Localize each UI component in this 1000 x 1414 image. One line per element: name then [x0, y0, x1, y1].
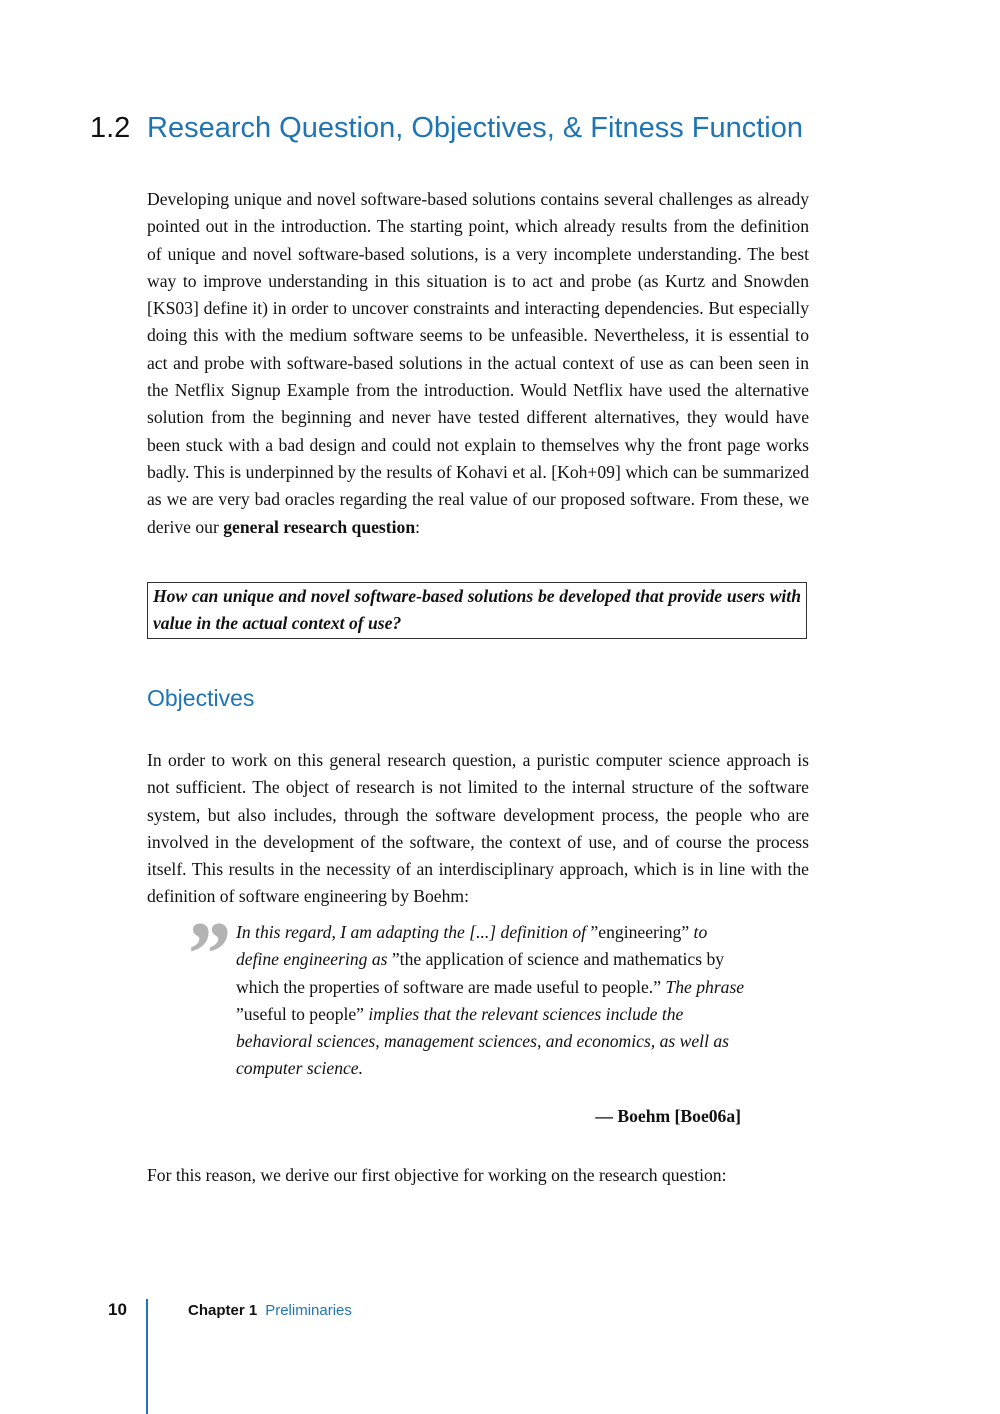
footer-chapter	[188, 1300, 352, 1322]
intro-paragraph-bold: general research question	[223, 516, 416, 537]
quote-part-6: ”useful to people”	[236, 1003, 364, 1024]
closing-paragraph: For this reason, we derive our first objective for working on the research question:	[147, 1165, 727, 1185]
quote-part-5: The phrase	[661, 976, 745, 997]
research-question-box	[147, 582, 807, 639]
intro-paragraph-text: Developing unique and novel software-based solutions contains several challenges as already pointed out in the introduction. The starting point, which already results from the definition of unique and novel software-based solutions, is a very incomplete understanding. The best way to improve understanding in this situation is to act and probe (as Kurtz and Snowden [KS03] define it) in order to uncover constraints and interacting dependencies. But especially doing this with the medium software seems to be unfeasible. Nevertheless, it is essential to act and probe with software-based solutions in the actual context of use as can been seen in the Netflix Signup Example from the introduction. Would Netflix have used the alternative solution from the beginning and never have tested different alternatives, they would have been stuck with a bad design and could not explain to themselves why the front page works badly. This is underpinned by the results of Kohavi et al. [Koh+09] which can be summarized as we are very bad oracles regarding the real value of our proposed software. From these, we derive our	[147, 189, 809, 537]
intro-paragraph-tail: :	[415, 516, 420, 537]
footer-divider	[146, 1299, 148, 1414]
page-number: 10	[108, 1300, 127, 1319]
section-title: Research Question, Objectives, & Fitness Function	[147, 112, 804, 144]
objectives-heading: Objectives	[147, 685, 255, 711]
intro-paragraph	[147, 186, 809, 541]
quote-part-4: ”the application of science and mathematics by which the properties of software are made useful to people.”	[236, 949, 725, 997]
quote-part-7: implies that the relevant sciences include the behavioral sciences, management sciences, and economics, as well as computer science.	[236, 1003, 729, 1079]
quote-attribution: — Boehm [Boe06a]	[595, 1106, 741, 1126]
footer-chapter-label: Chapter 1	[188, 1302, 258, 1319]
quote-part-1: In this regard, I am adapting the [...] definition of	[236, 922, 591, 942]
research-question-text: How can unique and novel software-based solutions be developed that provide users with value in the actual context of use?	[153, 586, 801, 634]
quote-mark-icon: ”	[183, 903, 229, 1005]
section-number: 1.2	[90, 112, 131, 144]
section-heading	[90, 108, 803, 148]
footer-chapter-name: Preliminaries	[265, 1302, 352, 1319]
objectives-paragraph: In order to work on this general research question, a puristic computer science approach is not sufficient. The object of research is not limited to the internal structure of the software system, but also includes, through the software development process, the people who are involved in the development of the software, the context of use, and of course the process itself. This results in the necessity of an interdisciplinary approach, which is in line with the definition of software engineering by Boehm:	[147, 750, 809, 907]
boehm-quote	[236, 919, 746, 1083]
quote-part-3: to define engineering as	[236, 922, 708, 970]
quote-part-2: ”engineering”	[590, 922, 690, 942]
